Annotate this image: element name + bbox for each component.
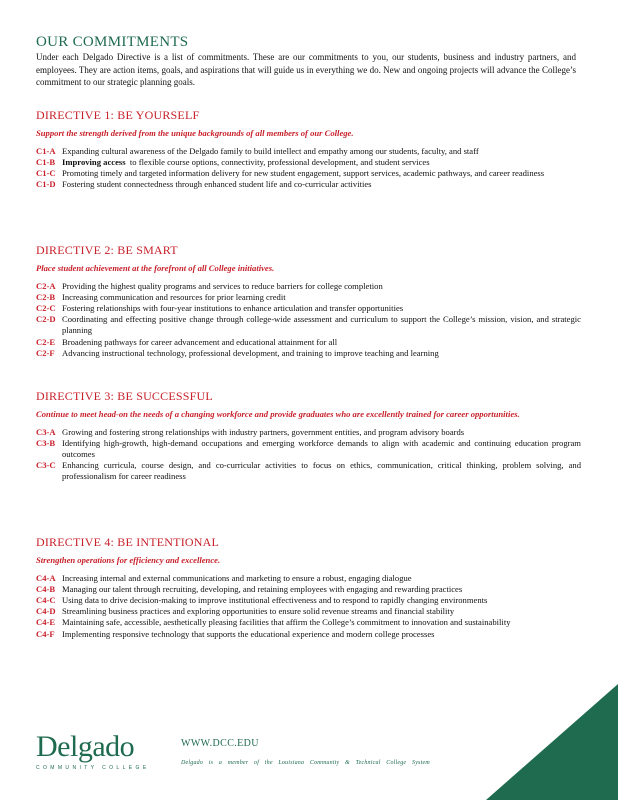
commitment-code: C2-D — [36, 314, 56, 325]
commitment-text: Streamlining business practices and exploring opportunities to ensure solid revenue streams and financial stability — [62, 606, 455, 617]
commitment-item — [36, 606, 581, 617]
directive-subtitle: Support the strength derived from the unique backgrounds of all members of our College. — [36, 128, 354, 138]
commitment-item — [36, 157, 581, 168]
commitment-code: C2-B — [36, 291, 56, 302]
page-title: OUR COMMITMENTS — [36, 34, 189, 50]
commitment-item — [36, 179, 581, 190]
commitment-item — [36, 584, 581, 595]
commitment-text: Implementing responsive technology that supports the educational experience and modern college processes — [62, 628, 435, 639]
directive-1-section — [36, 108, 581, 190]
directive-title: DIRECTIVE 2: BE SMART — [36, 243, 178, 257]
commitment-item — [36, 460, 581, 482]
directive-subtitle: Strengthen operations for efficiency and excellence. — [36, 555, 221, 565]
commitment-code: C4-D — [36, 606, 56, 617]
directive-subtitle: Place student achievement at the forefront of all College initiatives. — [36, 263, 275, 273]
commitment-item — [36, 314, 581, 336]
commitment-code: C3-C — [36, 460, 56, 471]
directive-title: DIRECTIVE 4: BE INTENTIONAL — [36, 535, 220, 549]
commitment-text: Promoting timely and targeted information delivery for new student engagement, support services, academic pathways, and career readiness — [62, 167, 545, 178]
commitment-code: C3-A — [36, 426, 56, 437]
commitment-code: C1-A — [36, 145, 56, 156]
commitment-text: Expanding cultural awareness of the Delgado family to build intellect and empathy among our students, faculty, and staff — [62, 145, 479, 156]
directive-3-section — [36, 389, 581, 483]
commitment-item — [36, 146, 581, 157]
directive-title: DIRECTIVE 1: BE YOURSELF — [36, 108, 200, 122]
commitment-item — [36, 629, 581, 640]
commitment-text: Increasing internal and external communications and marketing to ensure a robust, engaging dialogue — [62, 572, 412, 583]
commitment-item — [36, 595, 581, 606]
commitment-code: C2-F — [36, 347, 55, 358]
commitment-code: C4-A — [36, 572, 56, 583]
directive-subtitle: Continue to meet head-on the needs of a changing workforce and provide graduates who are excellently trained for career opportunities. — [36, 409, 520, 419]
intro-paragraph: Under each Delgado Directive is a list of commitments. These are our commitments to you, our students, business and industry partners, and employees. They are action items, goals, and aspirations that will guide us in everything we do. New and ongoing projects will advance the College’s commitment to our strategic planning goals. — [36, 52, 576, 88]
directive-title: DIRECTIVE 3: BE SUCCESSFUL — [36, 389, 213, 403]
website-link[interactable]: WWW.DCC.EDU — [181, 738, 259, 749]
commitment-text — [62, 157, 581, 168]
commitment-code: C1-B — [36, 156, 56, 167]
commitment-text: Fostering student connectedness through enhanced student life and co-curricular activities — [62, 179, 372, 190]
commitment-code: C1-C — [36, 167, 56, 178]
commitment-text: Managing our talent through recruiting, developing, and retaining employees with engaging and rewarding practices — [62, 583, 463, 594]
system-membership-line: Delgado is a member of the Louisiana Community & Technical College System — [181, 760, 430, 766]
delgado-logo: Delgado — [36, 730, 135, 763]
commitment-code: C4-C — [36, 594, 56, 605]
commitment-item — [36, 427, 581, 438]
commitment-text: Providing the highest quality programs and services to reduce barriers for college completion — [62, 280, 383, 291]
commitment-text: Maintaining safe, accessible, aesthetically pleasing facilities that affirm the College’s commitment to innovation and sustainability — [62, 617, 511, 628]
commitment-text: Coordinating and effecting positive change through college-wide assessment and curriculum to support the College’s mission, vision, and strategic planning — [62, 314, 581, 336]
commitment-code: C4-B — [36, 583, 56, 594]
commitment-item — [36, 292, 581, 303]
commitment-code: C4-F — [36, 628, 55, 639]
commitment-text: Increasing communication and resources for prior learning credit — [62, 291, 286, 302]
delgado-logo-subtitle: COMMUNITY COLLEGE — [36, 765, 150, 771]
commitment-text: Advancing instructional technology, professional development, and training to improve teaching and learning — [62, 347, 439, 358]
commitment-text: Identifying high-growth, high-demand occupations and emerging workforce demands to align with academic and continuing education program outcomes — [62, 437, 581, 459]
commitment-text: Fostering relationships with four-year institutions to enhance articulation and transfer opportunities — [62, 302, 404, 313]
commitment-code: C2-E — [36, 336, 56, 347]
commitment-item — [36, 337, 581, 348]
commitment-code: C4-E — [36, 617, 56, 628]
commitment-code: C2-A — [36, 280, 56, 291]
commitment-code: C3-B — [36, 437, 56, 448]
commitment-item — [36, 168, 581, 179]
commitment-item — [36, 303, 581, 314]
commitment-text: Broadening pathways for career advancement and educational attainment for all — [62, 336, 338, 347]
commitment-bold-lead: Improving access — [62, 156, 126, 167]
directive-2-section — [36, 243, 581, 359]
commitment-item — [36, 281, 581, 292]
directive-4-section — [36, 535, 581, 640]
commitment-code: C2-C — [36, 302, 56, 313]
commitment-item — [36, 573, 581, 584]
commitment-text: Growing and fostering strong relationships with industry partners, government entities, and program advisory boards — [62, 426, 465, 437]
corner-triangle-decoration — [486, 684, 618, 800]
commitment-text: Enhancing curricula, course design, and co-curricular activities to focus on ethics, communication, critical thinking, problem solving, and professionalism for career readiness — [62, 460, 581, 482]
commitment-item — [36, 438, 581, 460]
commitment-item — [36, 617, 581, 628]
commitment-code: C1-D — [36, 179, 56, 190]
commitment-text: Using data to drive decision-making to improve institutional effectiveness and to respond to rapidly changing environments — [62, 594, 488, 605]
commitment-text-rest: to flexible course options, connectivity, professional development, and student services — [129, 156, 430, 167]
commitment-item — [36, 348, 581, 359]
